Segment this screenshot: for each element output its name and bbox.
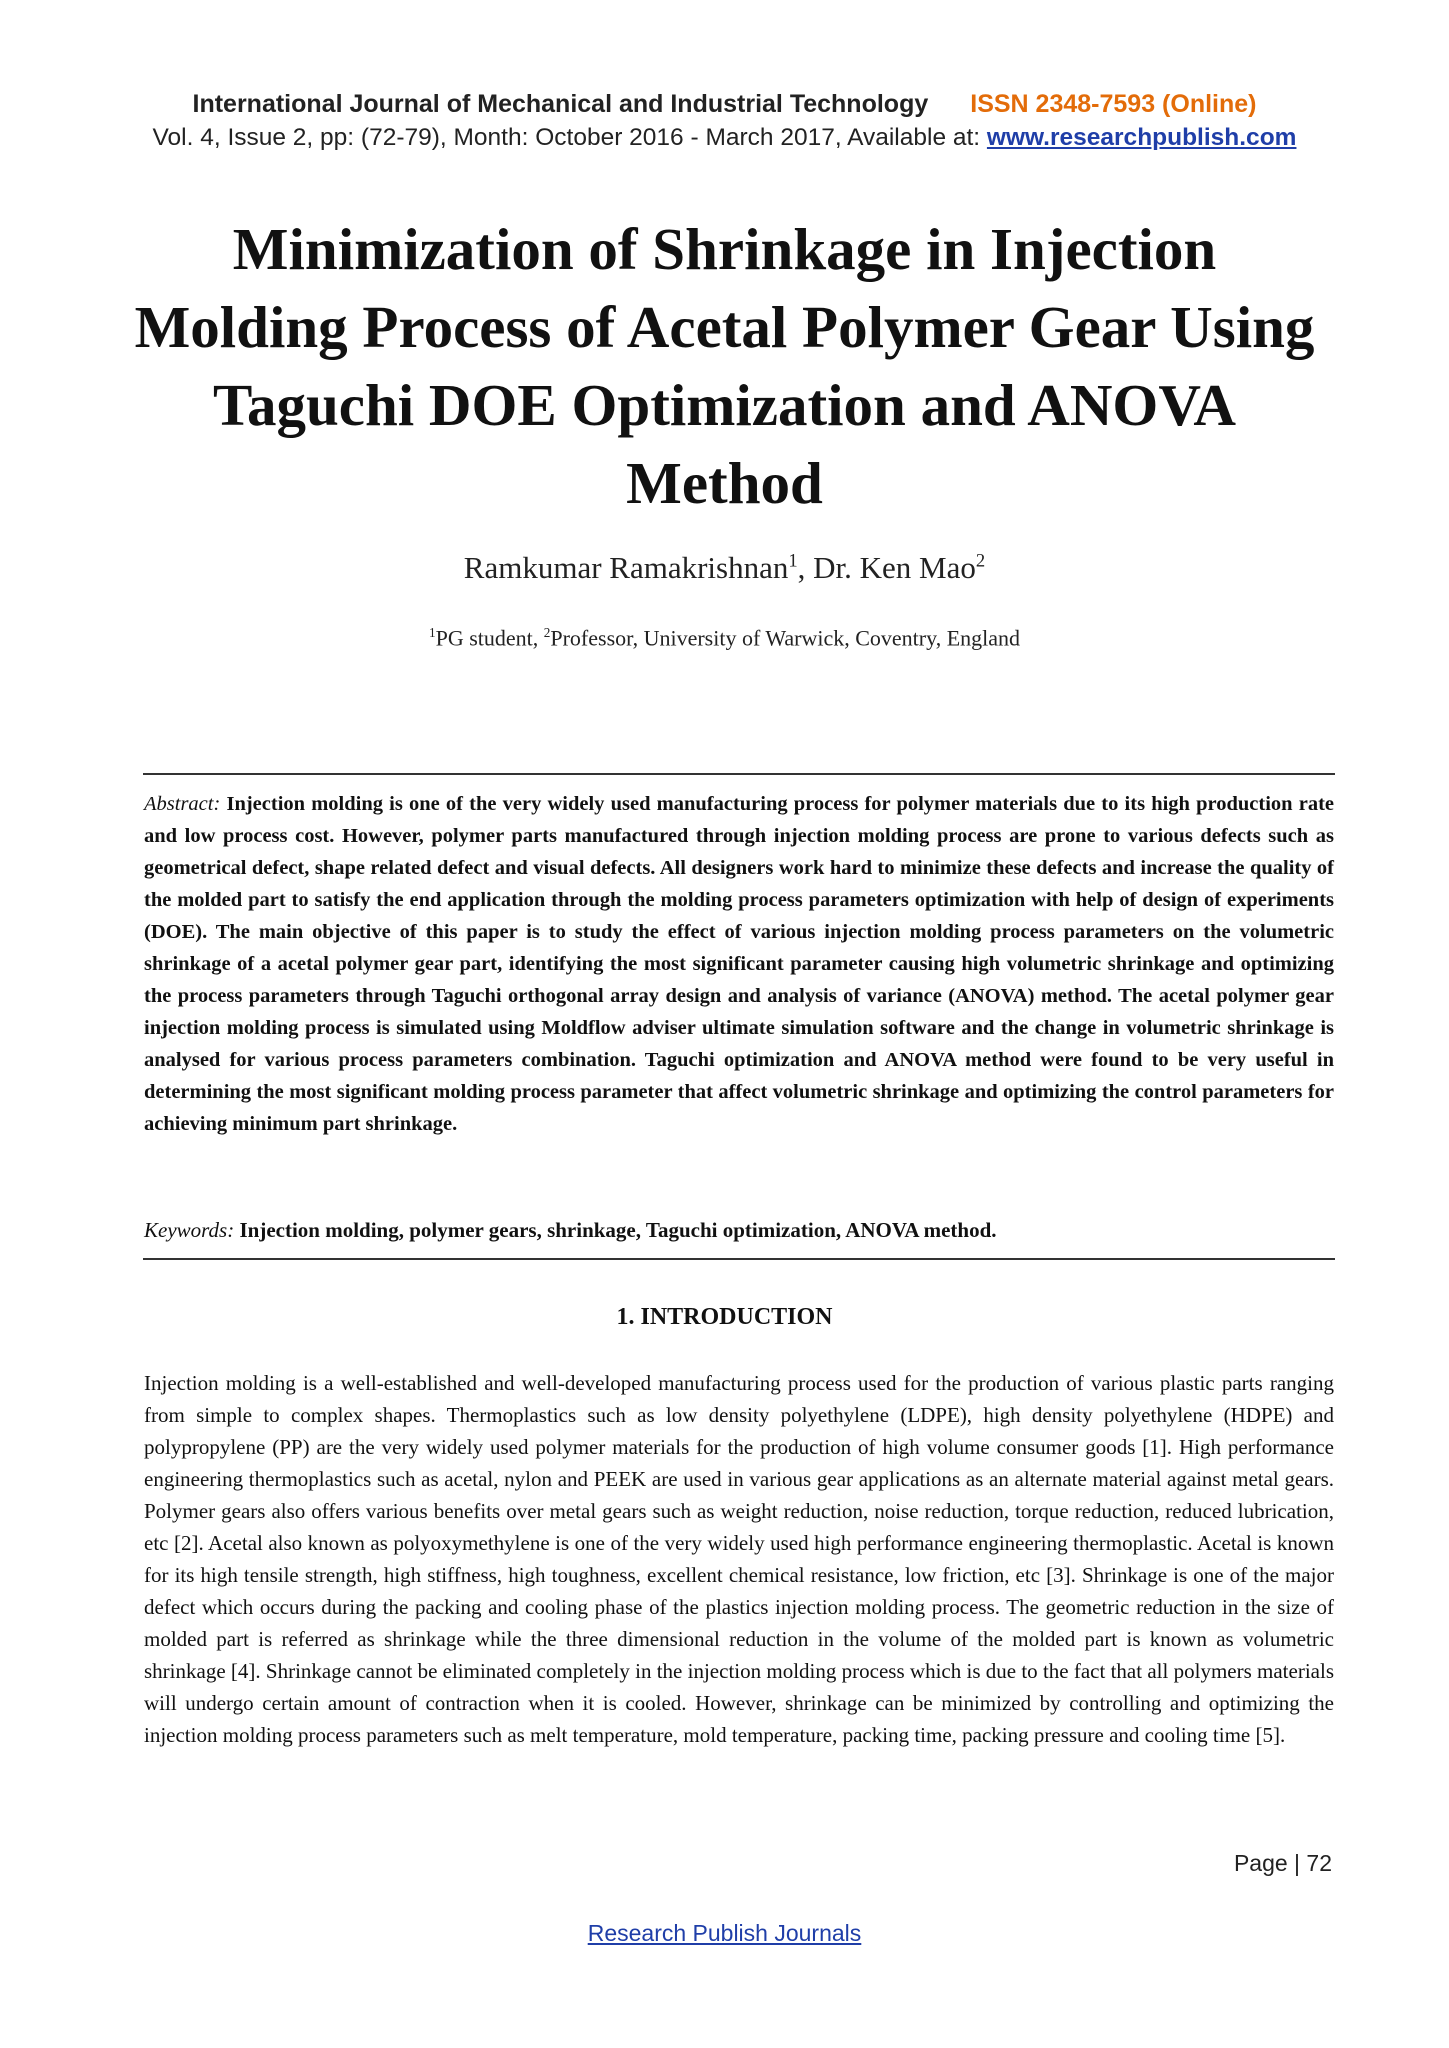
footer (0, 1920, 1449, 1947)
affiliation-2: Professor, University of Warwick, Coventry, England (550, 625, 1021, 651)
author-2-affiliation-mark: 2 (975, 550, 986, 572)
volume-line (0, 124, 1449, 152)
journal-name: International Journal of Mechanical and Industrial Technology (192, 90, 929, 118)
volume-info: Vol. 4, Issue 2, pp: (72-79), Month: October 2016 - March 2017, Available at: (152, 124, 987, 151)
affiliation-mark-2: 2 (543, 625, 551, 640)
author-separator: , (797, 550, 814, 585)
affiliations (0, 625, 1449, 651)
author-1-affiliation-mark: 1 (788, 550, 798, 572)
keywords-label: Keywords: (144, 1218, 235, 1242)
affiliation-mark-1: 1 (428, 625, 436, 640)
paper-title: Minimization of Shrinkage in Injection Molding Process of Acetal Polymer Gear Using Taguchi DOE Optimization and ANOVA Method (134, 216, 1315, 516)
author-2: Dr. Ken Mao (813, 550, 976, 585)
page-number: Page | 72 (1233, 1850, 1332, 1876)
author-1: Ramkumar Ramakrishnan (463, 550, 789, 585)
abstract (144, 788, 1334, 1140)
section-heading-introduction: 1. INTRODUCTION (616, 1304, 833, 1330)
abstract-top-rule (143, 773, 1335, 775)
issn: ISSN 2348-7593 (Online) (970, 90, 1257, 118)
introduction-paragraph: Injection molding is a well-established and well-developed manufacturing process used for the production of various plastic parts ranging from simple to complex shapes. Thermoplastics such as low density polyethylene (LDPE), high density polyethylene (HDPE) and polypropylene (PP) are the very widely used polymer materials for the production of high volume consumer goods [1]. High performance engineering thermoplastics such as acetal, nylon and PEEK are used in various gear applications as an alternate material against metal gears. Polymer gears also offers various benefits over metal gears such as weight reduction, noise reduction, torque reduction, reduced lubrication, etc [2]. Acetal also known as polyoxymethylene is one of the very widely used high performance engineering thermoplastic. Acetal is known for its high tensile strength, high stiffness, high toughness, excellent chemical resistance, low friction, etc [3]. Shrinkage is one of the major defect which occurs during the packing and cooling phase of the plastics injection molding process. The geometric reduction in the size of molded part is referred as shrinkage while the three dimensional reduction in the volume of the molded part is known as volumetric shrinkage [4]. Shrinkage cannot be eliminated completely in the injection molding process which is due to the fact that all polymers materials will undergo certain amount of contraction when it is cooled. However, shrinkage can be minimized by controlling and optimizing the injection molding process parameters such as melt temperature, mold temperature, packing time, packing pressure and cooling time [5]. (144, 1371, 1334, 1747)
journal-header (0, 90, 1449, 119)
affiliation-1: PG student, (435, 625, 544, 651)
authors (0, 550, 1449, 586)
keywords-text: Injection molding, polymer gears, shrinkage, Taguchi optimization, ANOVA method. (239, 1218, 997, 1242)
keywords (144, 1218, 1334, 1243)
abstract-text: Injection molding is one of the very widely used manufacturing process for polymer materials due to its high production rate and low process cost. However, polymer parts manufactured through injection molding process are prone to various defects such as geometrical defect, shape related defect and visual defects. All designers work hard to minimize these defects and increase the quality of the molded part to satisfy the end application through the molding process parameters optimization with help of design of experiments (DOE). The main objective of this paper is to study the effect of various injection molding process parameters on the volumetric shrinkage of a acetal polymer gear part, identifying the most significant parameter causing high volumetric shrinkage and optimizing the process parameters through Taguchi orthogonal array design and analysis of variance (ANOVA) method. The acetal polymer gear injection molding process is simulated using Moldflow adviser ultimate simulation software and the change in volumetric shrinkage is analysed for various process parameters combination. Taguchi optimization and ANOVA method were found to be very useful in determining the most significant molding process parameter that affect volumetric shrinkage and optimizing the control parameters for achieving minimum part shrinkage. (144, 793, 1335, 1135)
abstract-label: Abstract: (144, 793, 221, 815)
abstract-bottom-rule (143, 1258, 1335, 1260)
journal-url-link[interactable]: www.researchpublish.com (986, 124, 1297, 151)
publisher-link[interactable]: Research Publish Journals (587, 1920, 862, 1946)
